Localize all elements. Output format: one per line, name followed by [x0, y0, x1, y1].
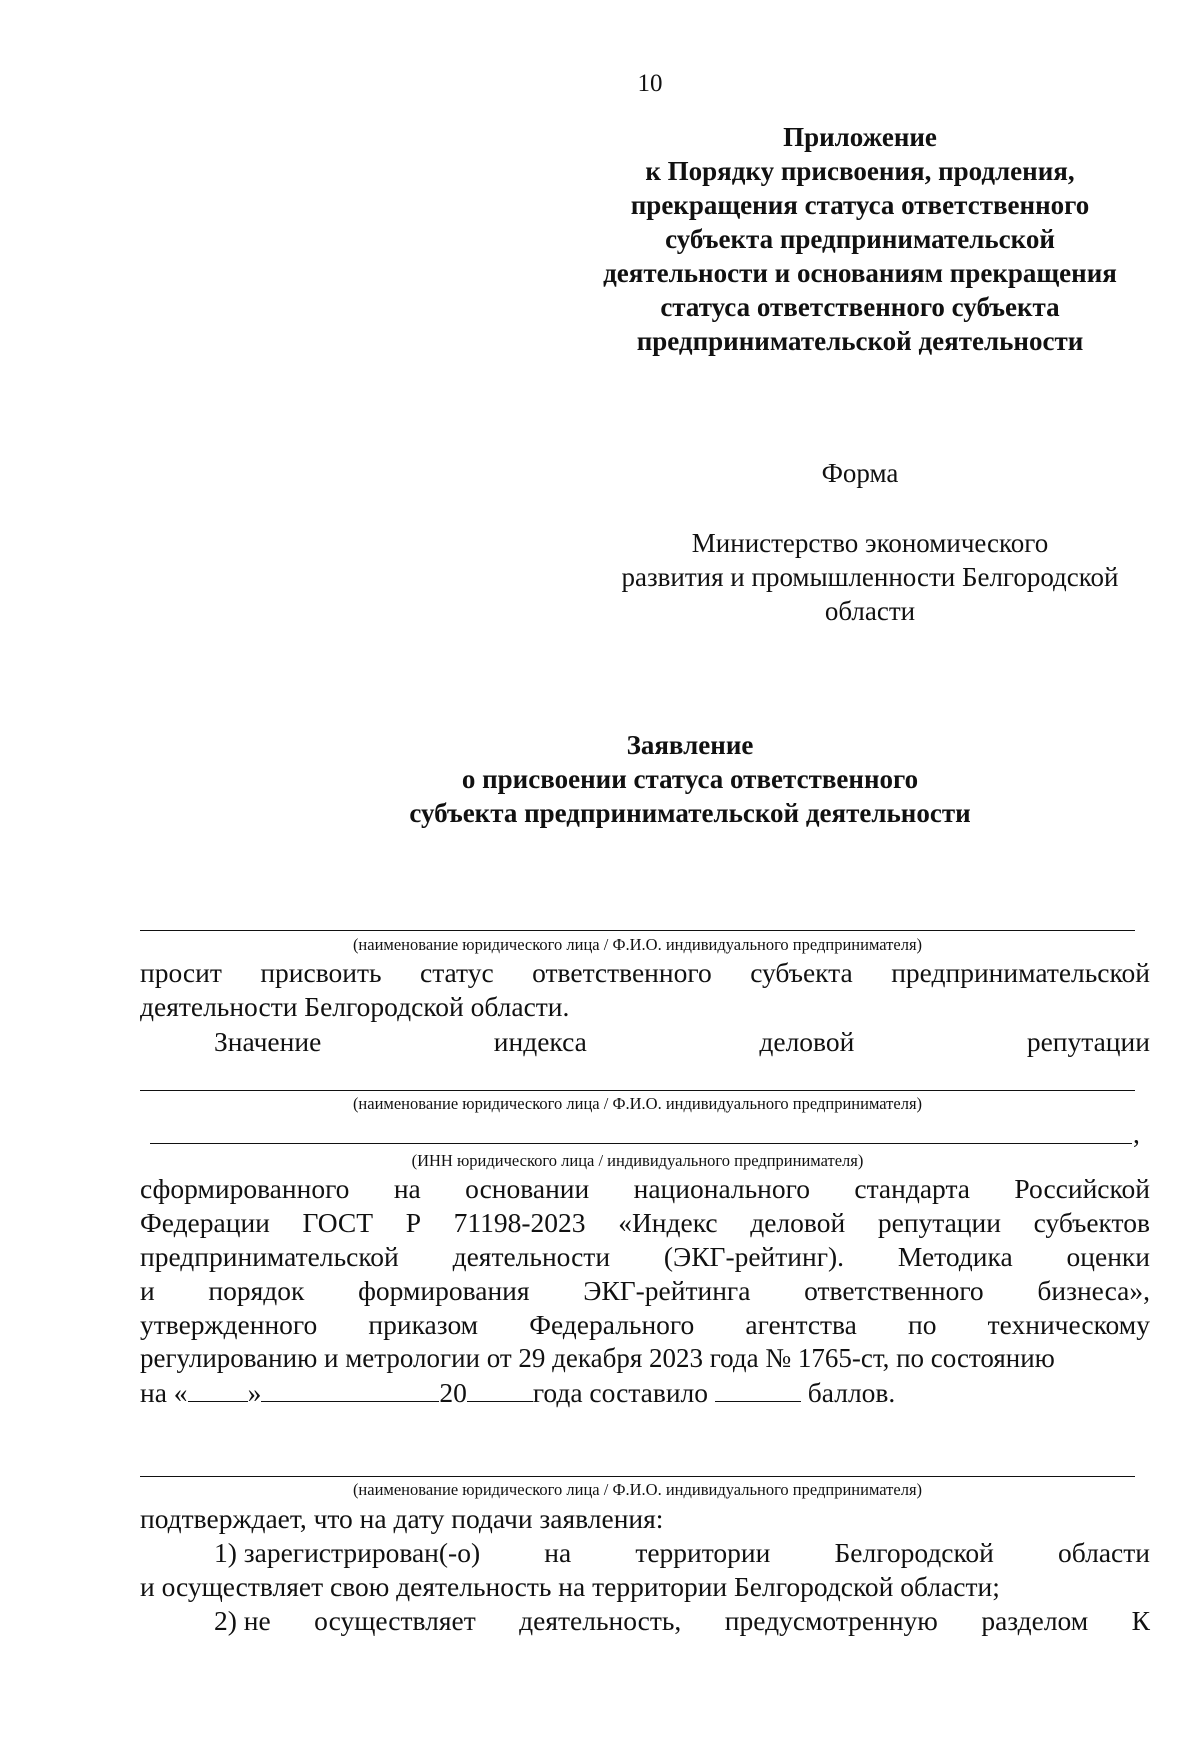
appendix-line: Приложение — [783, 122, 937, 152]
word: просит — [140, 957, 222, 988]
appendix-line: статуса ответственного субъекта — [660, 292, 1060, 322]
word: основании — [465, 1173, 590, 1204]
entity-name-field[interactable] — [140, 1090, 1135, 1091]
word: приказом — [368, 1309, 479, 1340]
word: на — [544, 1537, 572, 1568]
appendix-line: к Порядку присвоения, продления, — [645, 156, 1075, 186]
text-line — [140, 1241, 1150, 1273]
day-field[interactable] — [188, 1379, 248, 1402]
text-line — [140, 1309, 1150, 1341]
text-line — [140, 957, 1150, 989]
entity-name-field[interactable] — [140, 1476, 1135, 1477]
word: на — [393, 1173, 421, 1204]
word: бизнеса», — [1037, 1275, 1150, 1306]
word: Белгородской — [834, 1537, 994, 1568]
text-line: деятельности Белгородской области. — [140, 991, 570, 1022]
word: Методика — [897, 1241, 1013, 1272]
word: ответственного — [804, 1275, 984, 1306]
word: Значение — [214, 1026, 322, 1057]
inn-field[interactable] — [150, 1143, 1132, 1144]
addressee-line: области — [824, 596, 916, 626]
text-line — [214, 1605, 1150, 1637]
word: деловой — [759, 1026, 855, 1057]
word: порядок — [208, 1275, 305, 1306]
word: оценки — [1066, 1241, 1150, 1272]
page-number: 10 — [637, 70, 663, 97]
title-line: Заявление — [626, 730, 754, 760]
word: деловой — [750, 1207, 846, 1238]
appendix-line: предпринимательской деятельности — [636, 326, 1084, 356]
word: деятельность, — [519, 1605, 682, 1636]
field-caption: (ИНН юридического лица / индивидуального предпринимателя) — [411, 1151, 864, 1170]
word: субъектов — [1033, 1207, 1150, 1238]
word: К — [1131, 1605, 1150, 1636]
word: Федерации — [140, 1207, 270, 1238]
addressee-line: Министерство экономического — [691, 528, 1049, 558]
text-line — [140, 1207, 1150, 1239]
word: техническому — [987, 1309, 1150, 1340]
word: «Индекс — [618, 1207, 718, 1238]
form-label: Форма — [821, 458, 899, 488]
word: присвоить — [260, 957, 382, 988]
text-fragment: на « — [140, 1377, 188, 1408]
word: статус — [420, 957, 494, 988]
word: предусмотренную — [724, 1605, 938, 1636]
word: предпринимательской — [140, 1241, 399, 1272]
word: ответственного — [532, 957, 712, 988]
word: сформированного — [140, 1173, 350, 1204]
word: формирования — [358, 1275, 530, 1306]
appendix-header — [560, 120, 1160, 358]
month-field[interactable] — [261, 1379, 439, 1402]
field-caption: (наименование юридического лица / Ф.И.О. индивидуального предпринимателя) — [352, 1480, 923, 1499]
addressee-line: развития и промышленности Белгородской — [621, 562, 1119, 592]
comma: , — [1133, 1118, 1140, 1149]
text-line: подтверждает, что на дату подачи заявления: — [140, 1503, 664, 1534]
word: территории — [635, 1537, 771, 1568]
year-field[interactable] — [467, 1379, 533, 1402]
appendix-line: прекращения статуса ответственного — [630, 190, 1090, 220]
text-line: и осуществляет свою деятельность на территории Белгородской области; — [140, 1571, 1000, 1602]
word: Федерального — [529, 1309, 695, 1340]
appendix-line: деятельности и основаниям прекращения — [603, 258, 1117, 288]
word: 71198-2023 — [453, 1207, 586, 1238]
word: стандарта — [854, 1173, 971, 1204]
field-caption: (наименование юридического лица / Ф.И.О. индивидуального предпринимателя) — [352, 935, 923, 954]
word: ЭКГ-рейтинга — [583, 1275, 751, 1306]
entity-name-field[interactable] — [140, 930, 1135, 931]
addressee-block — [570, 526, 1170, 628]
document-title — [340, 728, 1040, 830]
word: разделом — [981, 1605, 1089, 1636]
word: осуществляет — [314, 1605, 476, 1636]
text-line — [214, 1537, 1150, 1569]
appendix-line: субъекта предпринимательской — [665, 224, 1055, 254]
word: области — [1058, 1537, 1150, 1568]
title-line: о присвоении статуса ответственного — [461, 764, 919, 794]
text-line: регулированию и метрологии от 29 декабря 2023 года № 1765-ст, по состоянию — [140, 1343, 1055, 1373]
text-fragment: года составило — [532, 1377, 709, 1408]
word: ГОСТ — [302, 1207, 374, 1238]
text-line — [214, 1026, 1150, 1058]
word: индекса — [493, 1026, 587, 1057]
title-line: субъекта предпринимательской деятельности — [409, 798, 971, 828]
word: агентства — [745, 1309, 857, 1340]
field-caption: (наименование юридического лица / Ф.И.О. индивидуального предпринимателя) — [352, 1094, 923, 1113]
word: репутации — [1026, 1026, 1150, 1057]
word: (ЭКГ-рейтинг). — [663, 1241, 845, 1272]
word: предпринимательской — [891, 957, 1150, 988]
word: репутации — [877, 1207, 1001, 1238]
word: национального — [633, 1173, 810, 1204]
word: по — [908, 1309, 937, 1340]
word: утвержденного — [140, 1309, 318, 1340]
text-fragment: » — [247, 1377, 262, 1408]
text-fragment: 20 — [439, 1377, 467, 1408]
word: Российской — [1014, 1173, 1150, 1204]
score-field[interactable] — [715, 1379, 801, 1402]
word: Р — [405, 1207, 422, 1238]
word: 2) не — [214, 1605, 271, 1636]
text-fragment: баллов. — [807, 1377, 896, 1408]
date-score-line — [140, 1377, 1150, 1409]
text-line — [140, 1173, 1150, 1205]
word: и — [140, 1275, 155, 1306]
text-line — [140, 1275, 1150, 1307]
word: деятельности — [452, 1241, 611, 1272]
word: 1) зарегистрирован(-о) — [214, 1537, 481, 1568]
word: субъекта — [750, 957, 853, 988]
